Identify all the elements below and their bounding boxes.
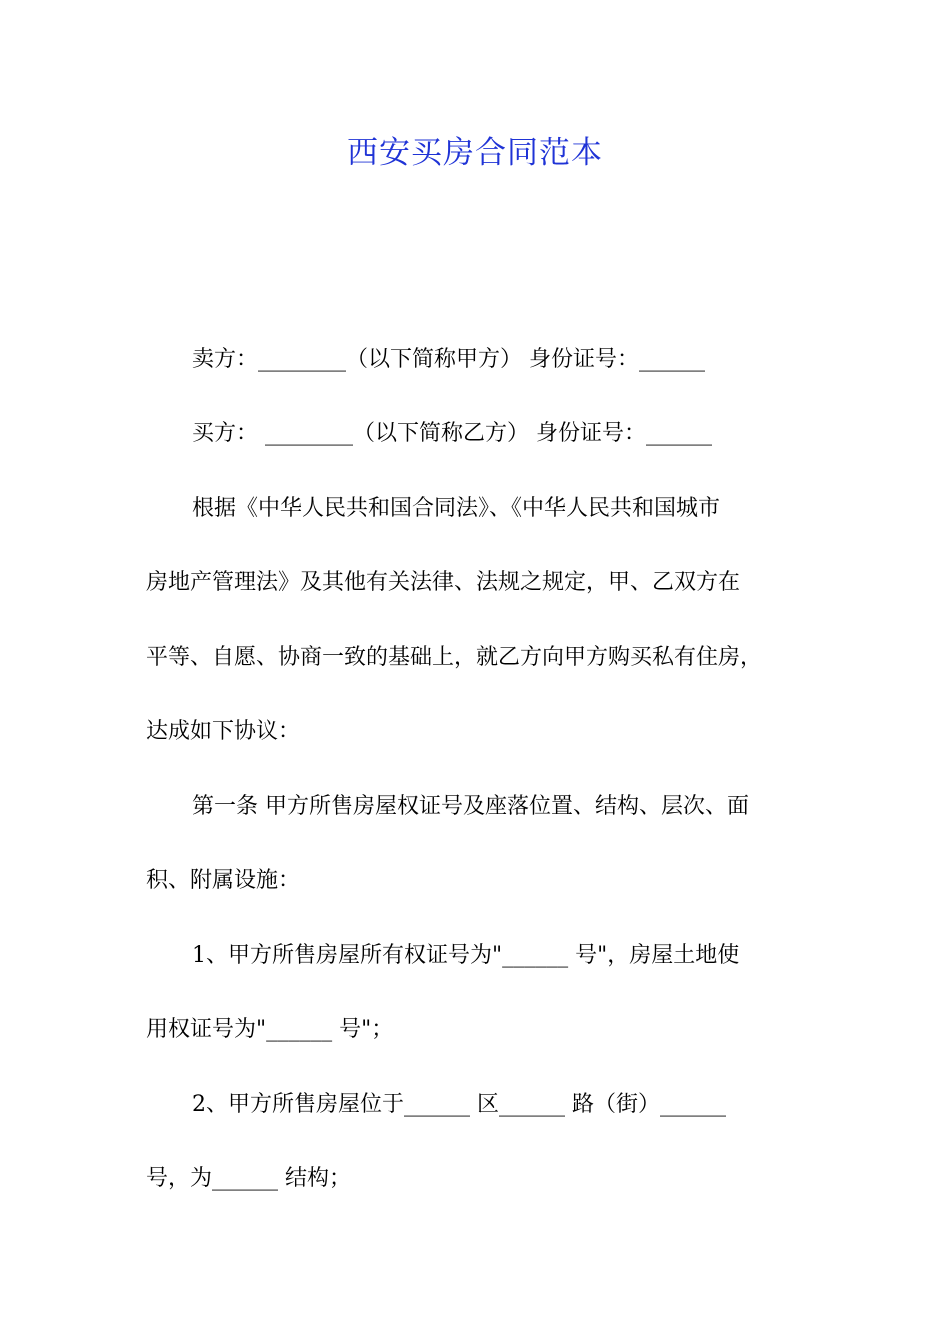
paragraph-line: 根据《中华人民共和国合同法》、《中华人民共和国城市 (192, 496, 721, 521)
document-title: 西安买房合同范本 (347, 135, 603, 171)
buyer-line: 买方： ________（以下简称乙方） 身份证号：______ (192, 421, 712, 446)
article-one-heading: 第一条 甲方所售房屋权证号及座落位置、结构、层次、面 (192, 794, 749, 819)
paragraph-line: 房地产管理法》及其他有关法律、法规之规定，甲、乙双方在 (146, 570, 741, 595)
paragraph-line: 积、附属设施： (146, 868, 301, 893)
clause-1-line: 1、甲方所售房屋所有权证号为"______ 号"，房屋土地使 (192, 943, 740, 968)
paragraph-line: 平等、自愿、协商一致的基础上，就乙方向甲方购买私有住房， (146, 645, 763, 670)
paragraph-line: 号，为______ 结构； (146, 1166, 351, 1191)
paragraph-line: 达成如下协议： (146, 719, 301, 744)
clause-2-line: 2、甲方所售房屋位于______ 区______ 路（街）______ (192, 1092, 726, 1117)
seller-line: 卖方：________（以下简称甲方） 身份证号：______ (192, 347, 705, 372)
paragraph-line: 用权证号为"______ 号"； (146, 1017, 394, 1042)
